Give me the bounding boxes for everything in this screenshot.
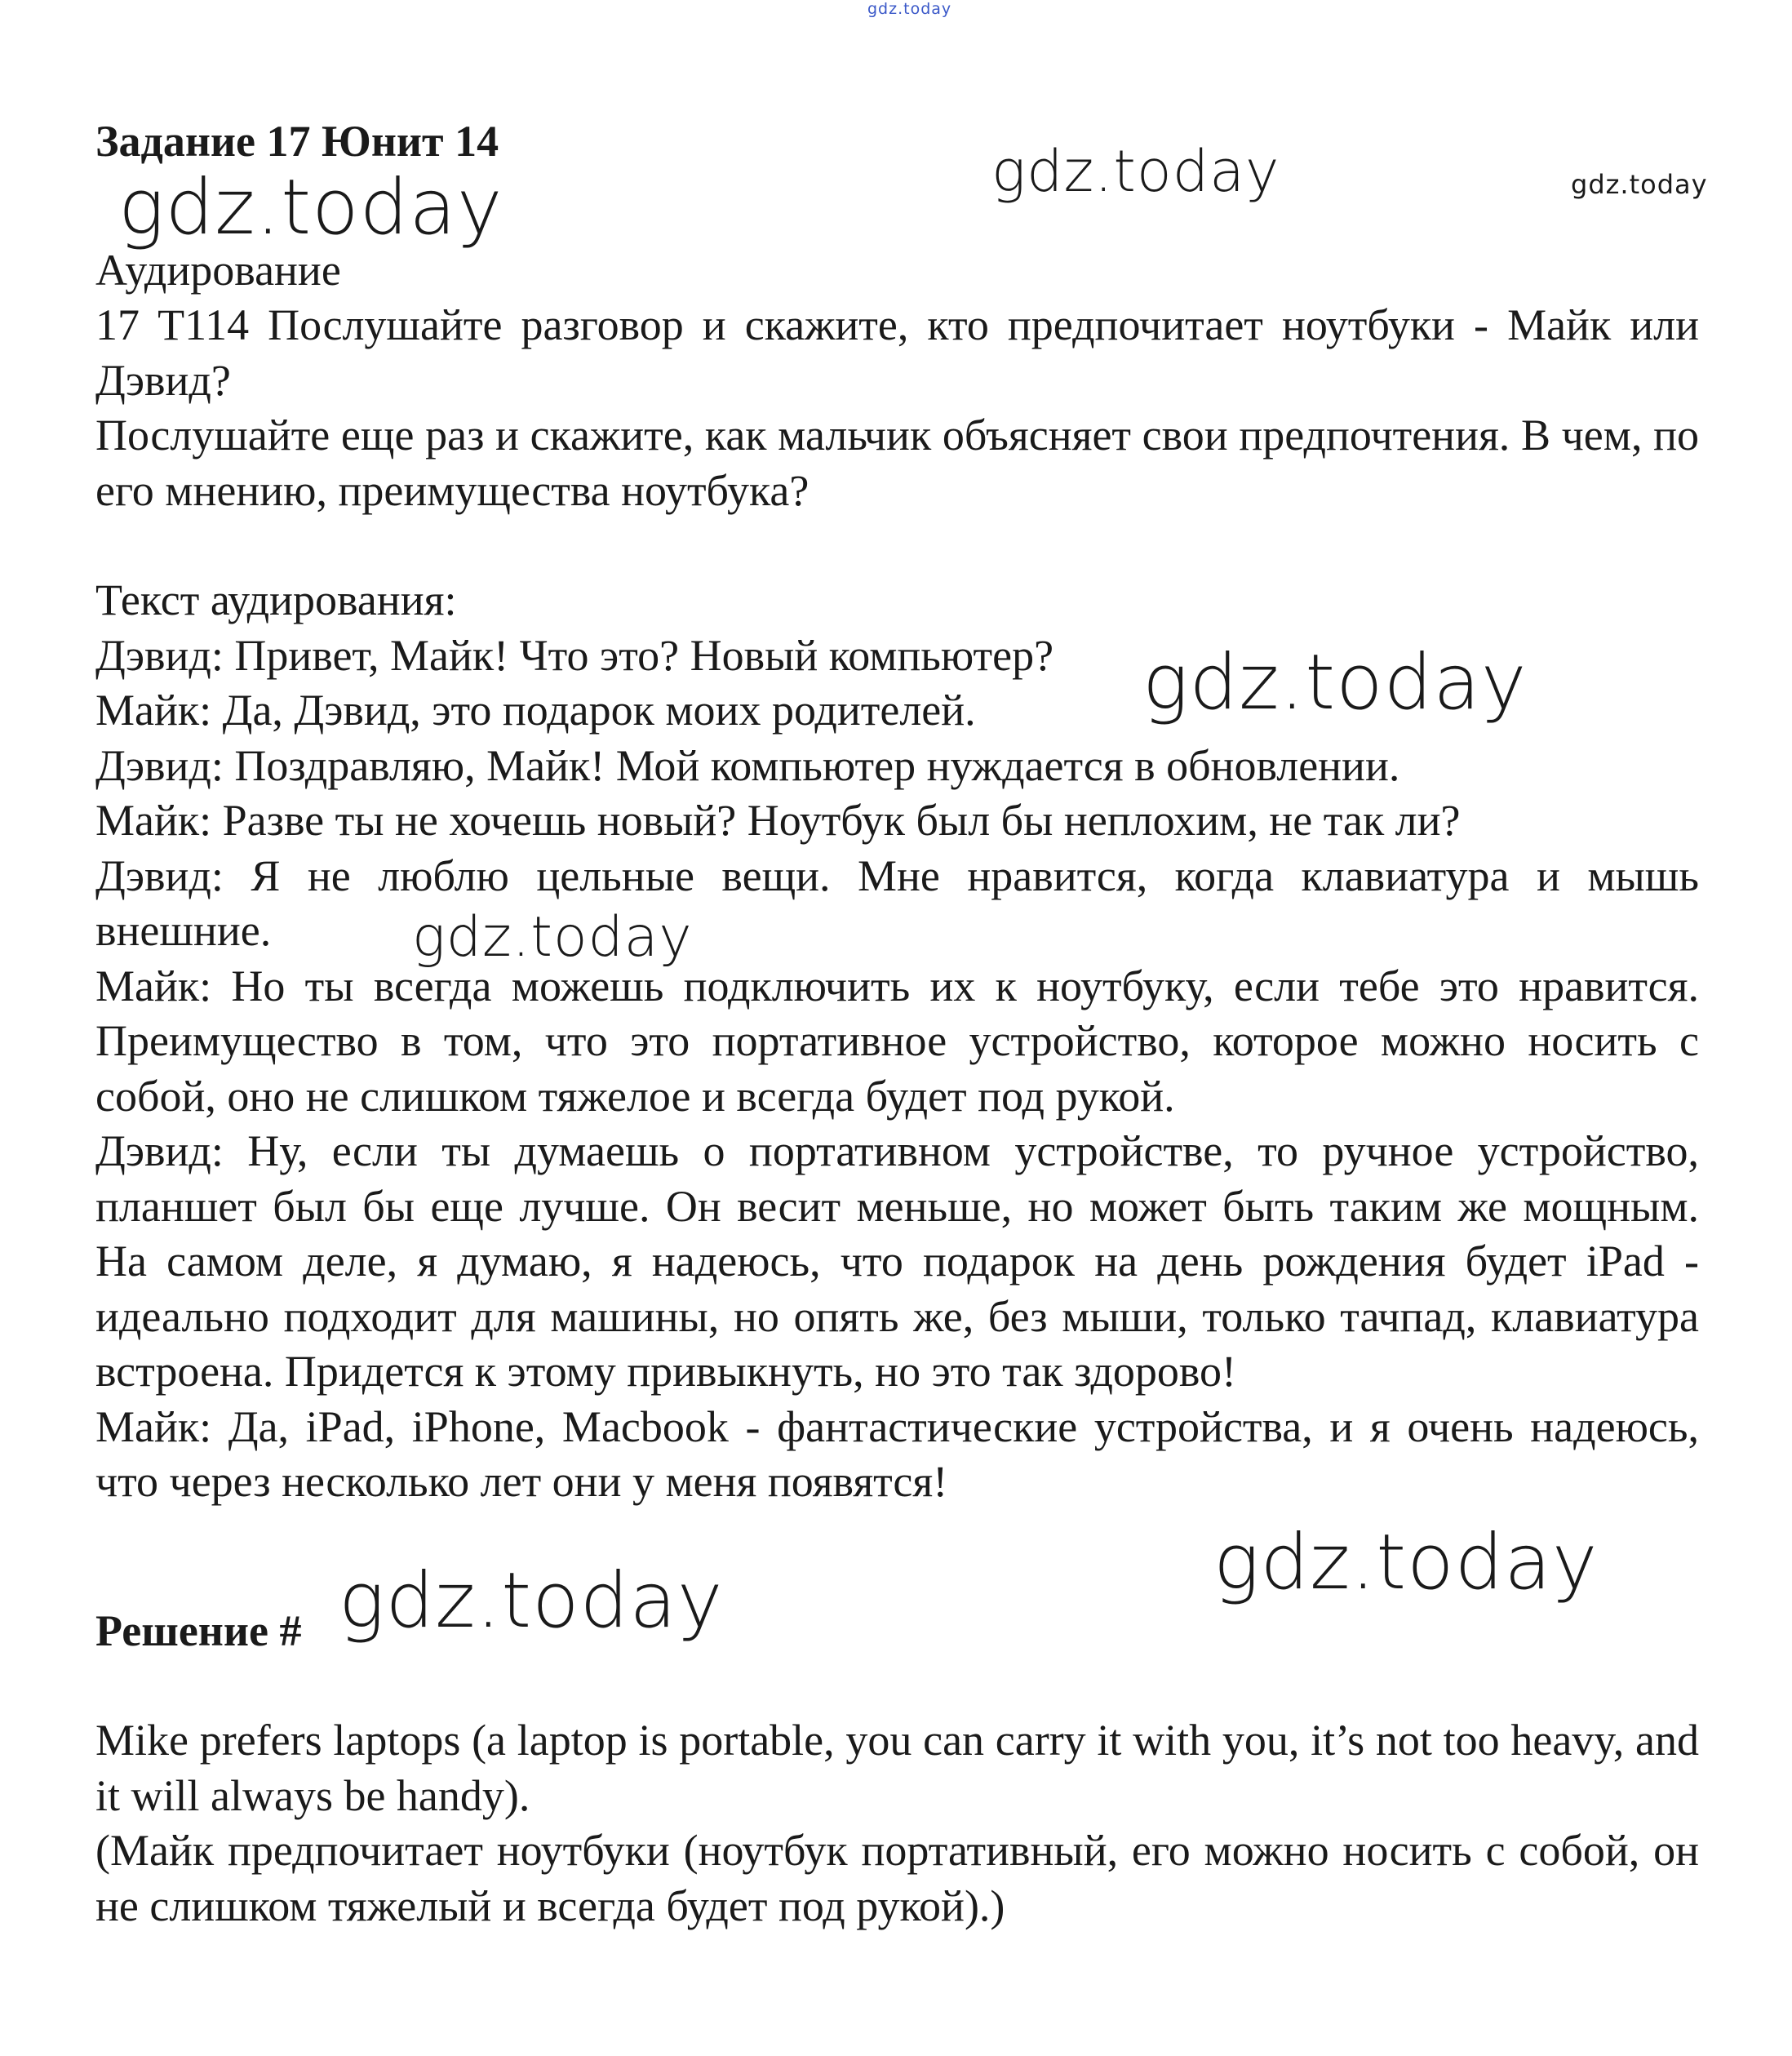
solution-line: Mike prefers laptops (a laptop is portable, you can carry it with you, it’s not too heavy, and it will always be handy). <box>95 1716 1699 1820</box>
dialogue-line: Майк: Разве ты не хочешь новый? Ноутбук был бы неплохим, не так ли? <box>95 796 1461 845</box>
watermark: gdz.today <box>412 905 693 970</box>
spacer <box>95 1659 1699 1713</box>
watermark: gdz.today <box>118 163 503 252</box>
task-line: Послушайте еще раз и скажите, как мальчик объясняет свои предпочтения. В чем, по его мнению, преимущества ноутбука? <box>95 411 1699 515</box>
watermark: gdz.today <box>1142 638 1528 727</box>
dialogue-line: Дэвид: Привет, Майк! Что это? Новый компьютер? <box>95 630 1054 680</box>
transcript-heading: Текст аудирования: <box>95 575 457 624</box>
spacer <box>95 518 1699 573</box>
dialogue-line: Майк: Да, iPad, iPhone, Macbook - фантастические устройства, и я очень надеюсь, что через несколько лет они у меня появятся! <box>95 1401 1699 1506</box>
dialogue-line: Дэвид: Я не люблю цельные вещи. Мне нравится, когда клавиатура и мышь внешние. <box>95 850 1699 955</box>
dialogue-line: Майк: Но ты всегда можешь подключить их к ноутбуку, если тебе это нравится. Преимущество в том, что это портативное устройство, которое можно носить с собой, оно не слишком тяжелое и всегда будет под рукой. <box>95 961 1699 1121</box>
page-title: Задание 17 Юнит 14 <box>95 117 499 166</box>
watermark: gdz.today <box>991 138 1280 205</box>
solution-heading: Решение # <box>95 1605 302 1655</box>
watermark: gdz.today <box>339 1556 724 1645</box>
section-label: Аудирование <box>95 245 341 295</box>
dialogue-line: Майк: Да, Дэвид, это подарок моих родителей. <box>95 686 976 735</box>
document-body <box>95 114 1699 1934</box>
watermark-top: gdz.today <box>867 0 952 18</box>
watermark: gdz.today <box>1571 169 1708 200</box>
watermark: gdz.today <box>1213 1518 1599 1607</box>
solution-line: (Майк предпочитает ноутбуки (ноутбук портативный, его можно носить с собой, он не слишком тяжелый и всегда будет под рукой).) <box>95 1826 1699 1930</box>
dialogue-line: Дэвид: Ну, если ты думаешь о портативном устройстве, то ручное устройство, планшет был бы еще лучше. Он весит меньше, но может быть таким же мощным. На самом деле, я думаю, я надеюсь, что подарок на день рождения будет iPad - идеально подходит для машины, но опять же, без мыши, только тачпад, клавиатура встроена. Придется к этому привыкнуть, но это так здорово! <box>95 1126 1699 1396</box>
dialogue-line: Дэвид: Поздравляю, Майк! Мой компьютер нуждается в обновлении. <box>95 740 1400 790</box>
task-line: 17 T114 Послушайте разговор и скажите, кто предпочитает ноутбуки - Майк или Дэвид? <box>95 300 1699 405</box>
